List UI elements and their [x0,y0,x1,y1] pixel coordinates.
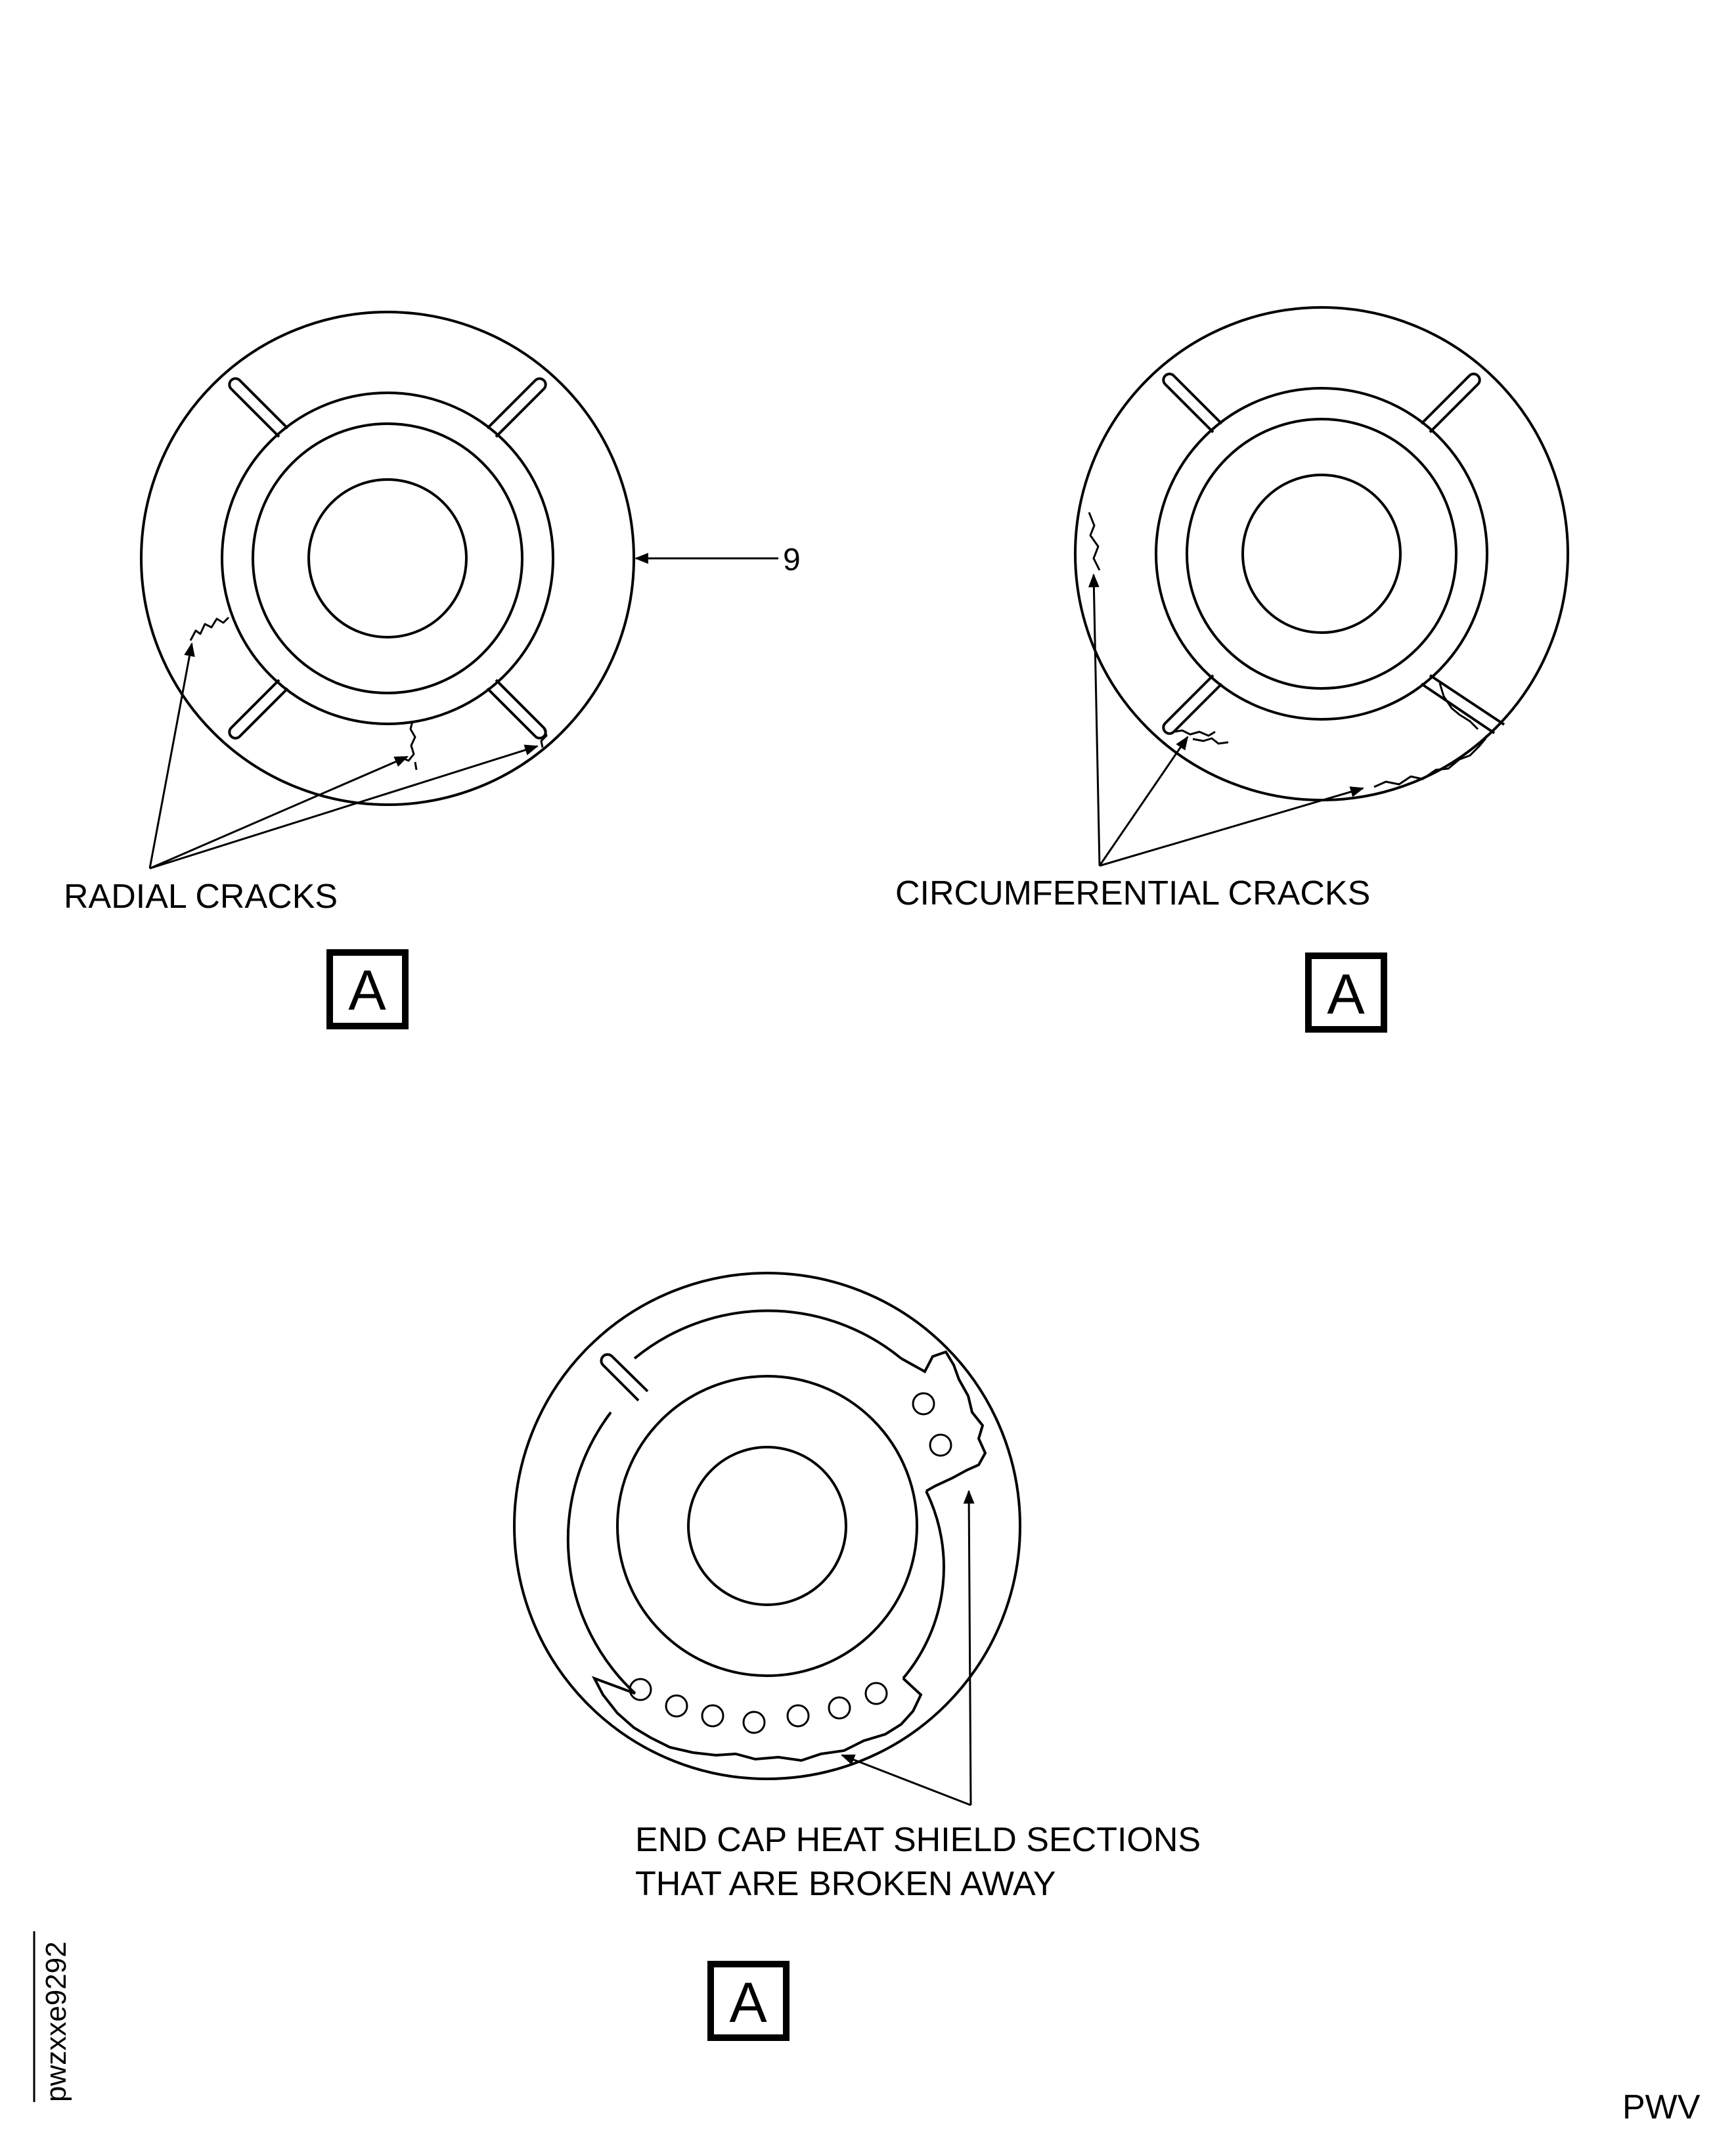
radial-crack-bottom-tick [415,762,416,770]
broken-section-bottom [594,1678,921,1760]
broken-sections-leaders [842,1491,971,1805]
circumferential-cracks-view [895,307,1568,1029]
radial-crack-left [190,617,229,640]
radial-cracks-label: RADIAL CRACKS [64,878,338,916]
broken-section-right [901,1352,985,1491]
slot-upper-left [601,1355,648,1400]
end-cap-ring-outer-left [568,1412,635,1693]
radial-crack-bottom [404,721,415,761]
heat-shield-outer-edge [514,1273,1020,1779]
center-bore [688,1447,846,1605]
broken-sections-label-line2: THAT ARE BROKEN AWAY [635,1865,1056,1903]
view-a-letter: A [729,1971,767,2034]
end-cap-ring-inner [253,424,522,693]
footer-code: PWV [1622,2088,1701,2126]
radial-cracks-leaders [150,644,537,868]
heat-shield-outer-edge [141,312,634,805]
view-a-letter: A [1327,963,1365,1026]
center-bore [1243,475,1400,633]
end-cap-ring-outer-right [903,1491,944,1678]
circumferential-crack-bottom-right [1374,738,1486,787]
view-a-letter: A [348,959,386,1022]
end-cap-ring-outer-segment [634,1310,901,1358]
slots [229,378,545,738]
end-cap-ring-outer [617,1376,917,1676]
end-cap-ring-inner [1187,419,1456,688]
bolt-hole [930,1435,951,1456]
bolt-hole [913,1393,934,1414]
broken-sections-label-line1: END CAP HEAT SHIELD SECTIONS [635,1821,1201,1859]
broken-sections-view [514,1273,1201,2038]
figure-id [34,1931,72,2102]
center-bore [309,480,466,637]
heat-shield-outer-edge [1075,307,1568,800]
circumferential-crack-left [1089,512,1100,570]
circumferential-crack-lower-left-2 [1193,738,1228,744]
circumferential-cracks-label: CIRCUMFERENTIAL CRACKS [895,874,1371,912]
bolt-holes-bottom [630,1679,887,1733]
figure-id-text: pwzxxe9292 [40,1941,72,2102]
circumferential-crack-lower-left [1174,730,1215,736]
end-cap-ring-outer [222,393,553,724]
circumferential-crack-right-2 [1440,683,1478,729]
radial-cracks-view [64,312,801,1026]
item-9-number: 9 [783,543,801,577]
end-cap-ring-outer [1156,388,1487,719]
